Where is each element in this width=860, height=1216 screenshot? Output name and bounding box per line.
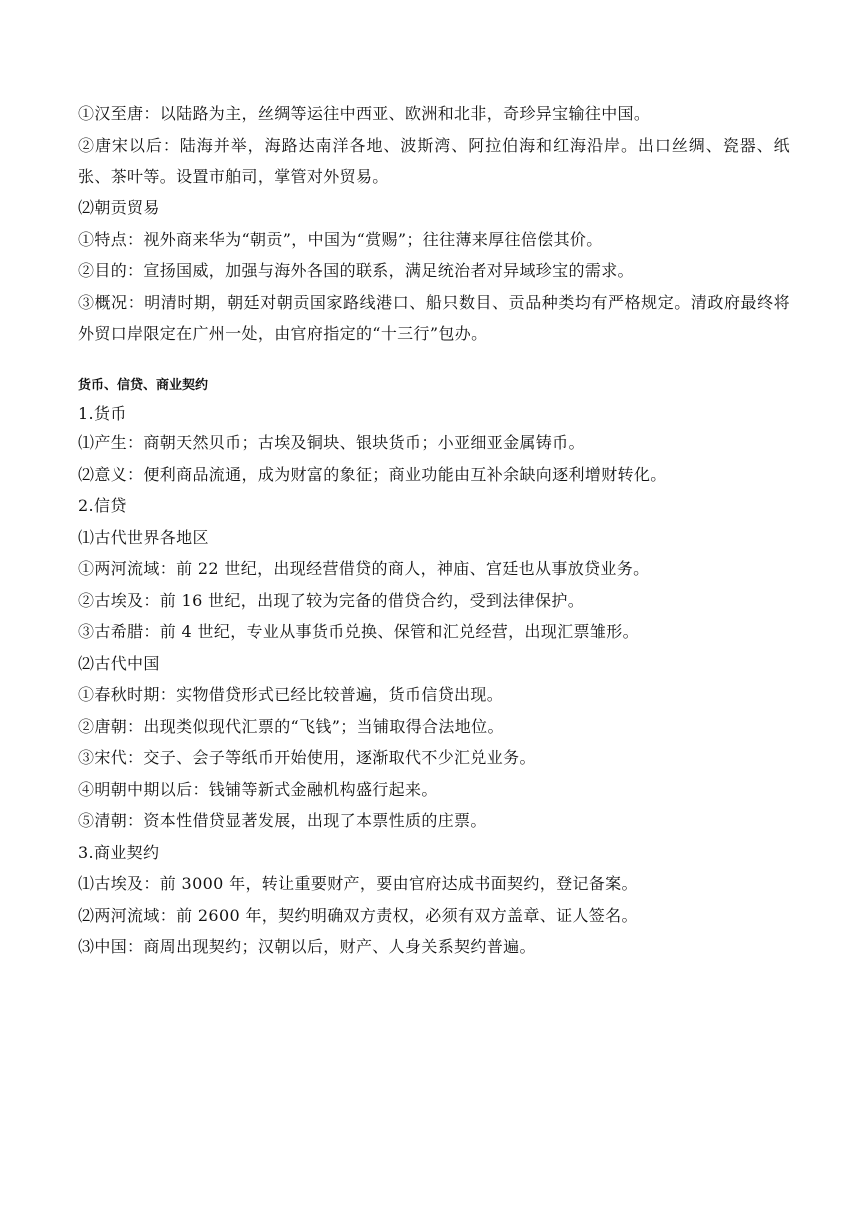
text-line: ⑴产生：商朝天然贝币；古埃及铜块、银块货币；小亚细亚金属铸币。 <box>78 433 585 452</box>
text-line: ③古希腊：前 4 世纪，专业从事货币兑换、保管和汇兑经营，出现汇票雏形。 <box>78 622 639 641</box>
text-line: ②唐朝：出现类似现代汇票的“飞钱”；当铺取得合法地位。 <box>78 716 504 736</box>
text-line: ⑶中国：商周出现契约；汉朝以后，财产、人身关系契约普遍。 <box>78 937 536 956</box>
text-line: ⑤清朝：资本性借贷显著发展，出现了本票性质的庄票。 <box>78 811 487 830</box>
text-paragraph: ③概况：明清时期，朝廷对朝贡国家路线港口、船只数目、贡品种类均有严格规定。清政府最终将外贸口岸限定在广州一处，由官府指定的“十三行”包办。 <box>78 292 790 343</box>
text-line: ⑵意义：便利商品流通，成为财富的象征；商业功能由互补余缺向逐利增财转化。 <box>78 464 667 484</box>
text-line: ①特点：视外商来华为“朝贡”，中国为“赏赐”；往往薄来厚往倍偿其价。 <box>78 229 603 249</box>
text-line: 3.商业契约 <box>78 842 160 862</box>
section-gap <box>78 355 790 377</box>
text-line: ⑵古代中国 <box>78 653 160 673</box>
text-paragraph: ②唐宋以后：陆海并举，海路达南洋各地、波斯湾、阿拉伯海和红海沿岸。出口丝绸、瓷器、纸张、茶叶等。设置市舶司，掌管对外贸易。 <box>78 135 790 186</box>
text-line: ⑴古代世界各地区 <box>78 527 209 547</box>
text-line: ⑴古埃及：前 3000 年，转让重要财产，要由官府达成书面契约，登记备案。 <box>78 874 638 893</box>
text-line: 1.货币 <box>78 404 127 423</box>
text-line: ②目的：宣扬国威，加强与海外各国的联系，满足统治者对异域珍宝的需求。 <box>78 261 634 280</box>
text-line: ①春秋时期：实物借贷形式已经比较普遍，货币信贷出现。 <box>78 685 504 704</box>
text-line: ③宋代：交子、会子等纸币开始使用，逐渐取代不少汇兑业务。 <box>78 748 536 767</box>
document-page <box>78 104 790 969</box>
text-line: ①汉至唐：以陆路为主，丝绸等运往中西亚、欧洲和北非，奇珍异宝输往中国。 <box>78 104 651 123</box>
subheading-line: ⑵朝贡贸易 <box>78 198 160 217</box>
text-line: ⑵两河流域：前 2600 年，契约明确双方责权，必须有双方盖章、证人签名。 <box>78 905 638 925</box>
text-line: ②古埃及：前 16 世纪，出现了较为完备的借贷合约，受到法律保护。 <box>78 590 585 610</box>
text-line: ①两河流域：前 22 世纪，出现经营借贷的商人，神庙、宫廷也从事放贷业务。 <box>78 559 650 578</box>
text-line: ④明朝中期以后：钱铺等新式金融机构盛行起来。 <box>78 779 438 799</box>
text-line: 2.信贷 <box>78 496 127 515</box>
section-heading: 货币、信贷、商业契约 <box>78 378 209 393</box>
